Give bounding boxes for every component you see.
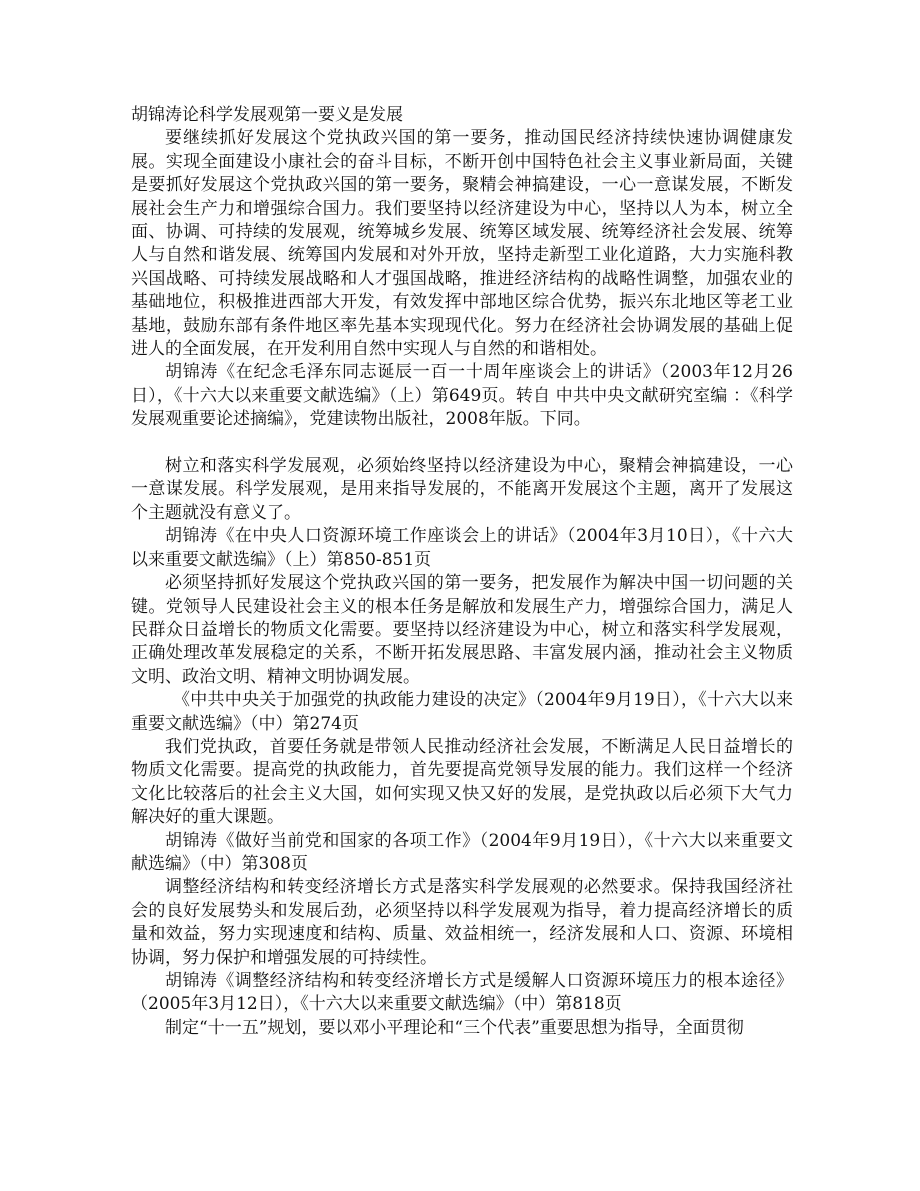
- quote-paragraph: 树立和落实科学发展观，必须始终坚持以经济建设为中心，聚精会神搞建设，一心一意谋发展。科学发展观，是用来指导发展的，不能离开发展这个主题，离开了发展这个主题就没有意义了。: [131, 456, 793, 523]
- quote-paragraph: 调整经济结构和转变经济增长方式是落实科学发展观的必然要求。保持我国经济社会的良好发展势头和发展后劲，必须坚持以科学发展观为指导，着力提高经济增长的质量和效益，努力实现速度和结构、质量、效益相统一，经济发展和人口、资源、环境相协调，努力保护和增强发展的可持续性。: [131, 877, 793, 968]
- quote-paragraph: 要继续抓好发展这个党执政兴国的第一要务，推动国民经济持续快速协调健康发展。实现全面建设小康社会的奋斗目标，不断开创中国特色社会主义事业新局面，关键是要抓好发展这个党执政兴国的第一要务，聚精会神搞建设，一心一意谋发展，不断发展社会生产力和增强综合国力。我们要坚持以经济建设为中心，坚持以人为本，树立全面、协调、可持续的发展观，统筹城乡发展、统筹区域发展、统筹经济社会发展、统筹人与自然和谐发展、统筹国内发展和对外开放，坚持走新型工业化道路，大力实施科教兴国战略、可持续发展战略和人才强国战略，推进经济结构的战略性调整，加强农业的基础地位，积极推进西部大开发，有效发挥中部地区综合优势，振兴东北地区等老工业基地，鼓励东部有条件地区率先基本实现现代化。努力在经济社会协调发展的基础上促进人的全面发展，在开发利用自然中实现人与自然的和谐相处。: [131, 128, 793, 360]
- citation-paragraph: 胡锦涛《在纪念毛泽东同志诞辰一百一十周年座谈会上的讲话》（2003年12月26日），《十六大以来重要文献选编》（上）第649页。转自 中共中央文献研究室编 ：《科学发展观重要论述摘编》，党建读物出版社，2008年版。下同。: [131, 362, 793, 430]
- citation-paragraph: 胡锦涛《做好当前党和国家的各项工作》（2004年9月19日），《十六大以来重要文献选编》（中）第308页: [131, 830, 793, 874]
- quote-paragraph: 制定“十一五”规划，要以邓小平理论和“三个代表”重要思想为指导，全面贯彻: [165, 1017, 744, 1038]
- quote-paragraph: 必须坚持抓好发展这个党执政兴国的第一要务，把发展作为解决中国一切问题的关键。党领导人民建设社会主义的根本任务是解放和发展生产力，增强综合国力，满足人民群众日益增长的物质文化需要。要坚持以经济建设为中心，树立和落实科学发展观，正确处理改革发展稳定的关系，不断开拓发展思路、丰富发展内涵，推动社会主义物质文明、政治文明、精神文明协调发展。: [131, 573, 793, 687]
- citation-paragraph: 胡锦涛《在中央人口资源环境工作座谈会上的讲话》（2004年3月10日），《十六大以来重要文献选编》（上）第850-851页: [131, 526, 793, 570]
- document-page: [131, 104, 793, 1040]
- paragraph-gap: [131, 432, 793, 455]
- document-title: 胡锦涛论科学发展观第一要义是发展: [131, 105, 403, 125]
- quote-paragraph: 我们党执政，首要任务就是带领人民推动经济社会发展，不断满足人民日益增长的物质文化需要。提高党的执政能力，首先要提高党领导发展的能力。我们这样一个经济文化比较落后的社会主义大国，如何实现又快又好的发展，是党执政以后必须下大气力解决好的重大课题。: [131, 736, 793, 828]
- citation-paragraph: 胡锦涛《调整经济结构和转变经济增长方式是缓解人口资源环境压力的根本途径》（2005年3月12日），《十六大以来重要文献选编》（中）第818页: [131, 971, 793, 1015]
- citation-paragraph: 《中共中央关于加强党的执政能力建设的决定》（2004年9月19日），《十六大以来重要文献选编》（中）第274页: [131, 690, 793, 734]
